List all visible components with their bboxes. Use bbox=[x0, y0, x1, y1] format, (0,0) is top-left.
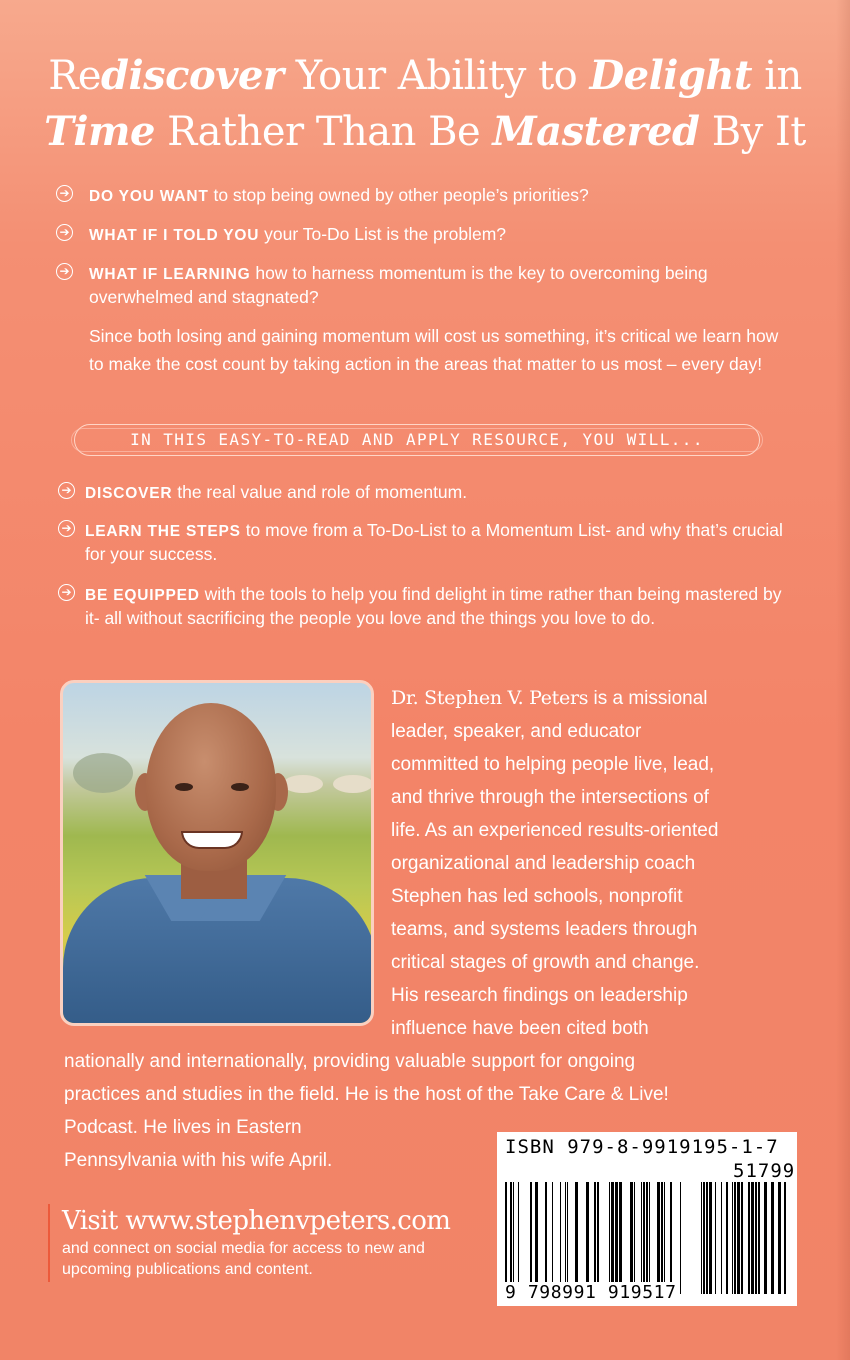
price-code: 51799 bbox=[733, 1160, 796, 1182]
barcode-bar bbox=[619, 1182, 622, 1294]
barcode-bar bbox=[597, 1182, 599, 1294]
arrow-right-icon: ➔ bbox=[56, 263, 73, 280]
barcode-bar bbox=[649, 1182, 650, 1294]
barcode-bar bbox=[709, 1182, 712, 1294]
resource-banner: IN THIS EASY-TO-READ AND APPLY RESOURCE, YOU WILL... bbox=[74, 424, 760, 456]
barcode-bar bbox=[680, 1182, 681, 1294]
website-callout bbox=[48, 1204, 502, 1282]
barcode-bar bbox=[615, 1182, 618, 1294]
barcode-bar bbox=[726, 1182, 728, 1294]
arrow-right-icon: ➔ bbox=[56, 224, 73, 241]
barcode-bar bbox=[748, 1182, 750, 1294]
arrow-right-icon: ➔ bbox=[58, 584, 75, 601]
barcode-bar bbox=[778, 1182, 781, 1294]
outcome-item: ➔ BE EQUIPPED with the tools to help you find delight in time rather than being mastered by it- all without sacrificing the people you love and the things you love to do. bbox=[58, 583, 783, 630]
website-link[interactable]: Visit www.stephenvpeters.com bbox=[62, 1206, 451, 1236]
barcode-bar bbox=[751, 1182, 754, 1294]
arrow-right-icon: ➔ bbox=[58, 520, 75, 537]
barcode-bar bbox=[646, 1182, 648, 1294]
barcode-bar bbox=[755, 1182, 757, 1294]
barcode-bar bbox=[565, 1182, 566, 1294]
headline-line-2: Time Rather Than Be Mastered By It bbox=[44, 108, 806, 155]
website-subtext: and connect on social media for access to new and upcoming publications and content. bbox=[62, 1240, 425, 1278]
barcode-bar bbox=[661, 1182, 663, 1294]
barcode-bar bbox=[552, 1182, 553, 1294]
barcode-bar bbox=[505, 1182, 507, 1294]
headline bbox=[40, 48, 810, 160]
barcode-bar bbox=[518, 1182, 519, 1294]
barcode-bar bbox=[784, 1182, 786, 1294]
barcode-bar bbox=[530, 1182, 532, 1294]
barcode-bar bbox=[586, 1182, 589, 1294]
barcode-bar bbox=[575, 1182, 578, 1294]
barcode-bar bbox=[715, 1182, 716, 1294]
barcode-bar bbox=[734, 1182, 736, 1294]
barcode-bar bbox=[643, 1182, 645, 1294]
arrow-right-icon: ➔ bbox=[58, 482, 75, 499]
barcode-digits: 9 798991 919517 bbox=[505, 1282, 677, 1303]
barcode-bar bbox=[657, 1182, 660, 1294]
barcode-bar bbox=[706, 1182, 708, 1294]
barcode-bar bbox=[703, 1182, 705, 1294]
author-bio: Dr. Stephen V. Peters is a missional leader, speaker, and educator committed to helping people live, lead, and thrive through the intersections of life. As an experienced results-oriented organizational and leadership coach Stephen has led schools, nonprofit teams, and systems leaders through critical stages of growth and change. His research findings on leadership influence have been cited both nationally and internationally, providing valuable support for ongoing practices and studies in the field. He is the host of the Take Care & Live! Podcast. He lives in Eastern Pennsylvania with his wife April. bbox=[64, 687, 719, 1171]
barcode-bar bbox=[594, 1182, 596, 1294]
barcode-bar bbox=[764, 1182, 767, 1294]
barcode-bar bbox=[758, 1182, 760, 1294]
barcode-bar bbox=[664, 1182, 665, 1294]
outcome-item: ➔ DISCOVER the real value and role of momentum. bbox=[58, 481, 798, 505]
barcode-bar bbox=[641, 1182, 642, 1294]
headline-line-1: Rediscover Your Ability to Delight in bbox=[48, 52, 802, 99]
barcode-bar bbox=[701, 1182, 702, 1294]
isbn-text: ISBN 979-8-9919195-1-7 bbox=[505, 1136, 779, 1158]
author-name: Dr. Stephen V. Peters bbox=[391, 687, 589, 709]
question-item: ➔ WHAT IF I TOLD YOU your To-Do List is the problem? bbox=[56, 223, 796, 247]
barcode-bar bbox=[771, 1182, 774, 1294]
barcode-bar bbox=[721, 1182, 722, 1294]
barcode-bar bbox=[545, 1182, 547, 1294]
isbn-barcode bbox=[497, 1132, 797, 1306]
barcode-bars bbox=[505, 1182, 789, 1294]
intro-paragraph: Since both losing and gaining momentum will cost us something, it’s critical we learn how to make the cost count by taking action in the areas that matter to us most – every day! bbox=[89, 326, 779, 374]
barcode-bar bbox=[560, 1182, 561, 1294]
barcode-bar bbox=[670, 1182, 672, 1294]
outcome-item: ➔ LEARN THE STEPS to move from a To-Do-List to a Momentum List- and why that’s crucial for your success. bbox=[58, 519, 783, 566]
barcode-bar bbox=[634, 1182, 635, 1294]
barcode-bar bbox=[732, 1182, 733, 1294]
barcode-bar bbox=[611, 1182, 614, 1294]
question-item: ➔ DO YOU WANT to stop being owned by other people’s priorities? bbox=[56, 184, 796, 208]
barcode-bar bbox=[535, 1182, 538, 1294]
barcode-bar bbox=[510, 1182, 512, 1294]
barcode-bar bbox=[737, 1182, 740, 1294]
barcode-bar bbox=[567, 1182, 568, 1294]
barcode-bar bbox=[609, 1182, 610, 1294]
barcode-bar bbox=[513, 1182, 514, 1294]
question-item: ➔ WHAT IF LEARNING how to harness momentum is the key to overcoming being overwhelmed and stagnated? bbox=[56, 262, 746, 309]
arrow-right-icon: ➔ bbox=[56, 185, 73, 202]
barcode-bar bbox=[630, 1182, 633, 1294]
barcode-bar bbox=[741, 1182, 743, 1294]
